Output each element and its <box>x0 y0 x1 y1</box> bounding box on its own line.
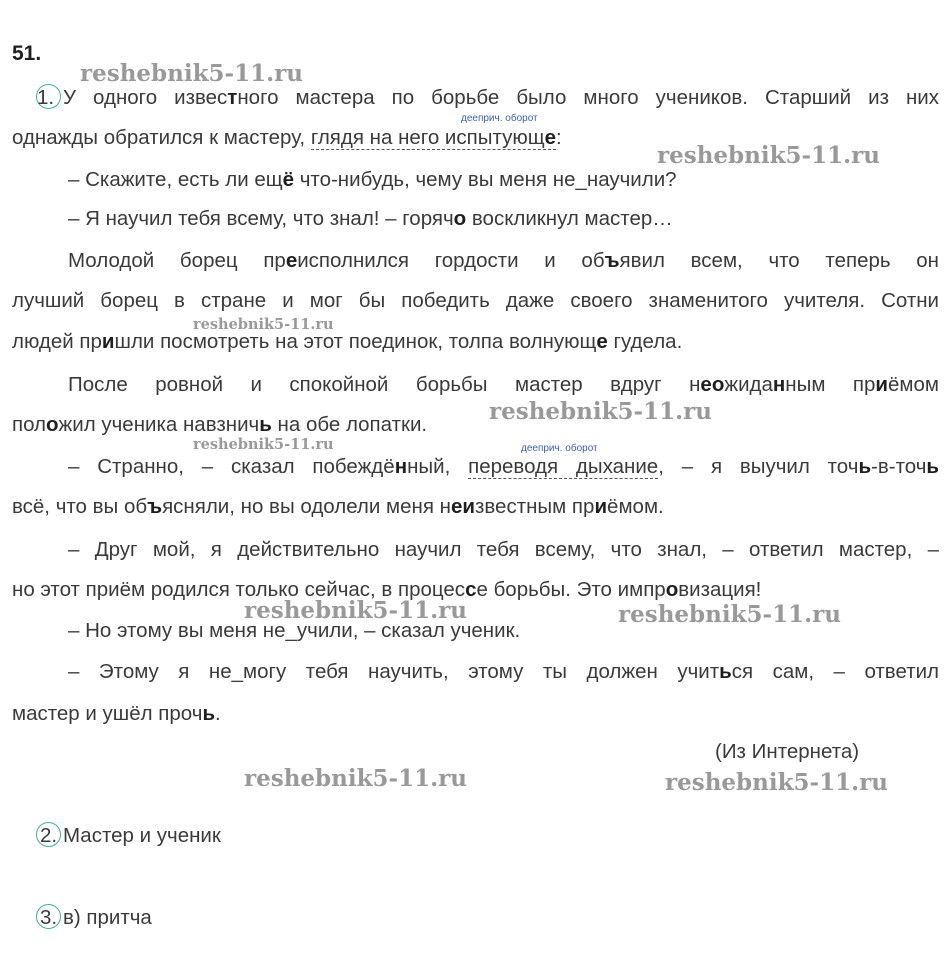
p9-line2: мастер и ушёл прочь. <box>12 702 221 725</box>
p6-line2: всё, что вы объясняли, но вы одолели меня неизвестным приёмом. <box>12 495 664 518</box>
p8-line: – Но этому вы меня не_учили, – сказал ученик. <box>68 619 521 642</box>
p7-line2: но этот приём родился только сейчас, в процессе борьбы. Это импровизация! <box>12 578 762 601</box>
p6-line1: – Странно, – сказал побеждённый, переводя дыхание, – я выучил точь-в-точь <box>68 455 939 478</box>
watermark: reshebnik5-11.ru <box>657 142 880 169</box>
p5-line2: положил ученика навзничь на обе лопатки. <box>12 413 428 436</box>
p4-line3: людей пришли посмотреть на этот поединок, толпа волнующе гудела. <box>12 330 683 353</box>
p4-line1: Молодой борец преисполнился гордости и объявил всем, что теперь он <box>68 249 939 272</box>
watermark: reshebnik5-11.ru <box>618 601 841 628</box>
p9-line1: – Этому я не_могу тебя научить, этому ты должен учиться сам, – ответил <box>68 660 939 683</box>
watermark: reshebnik5-11.ru <box>193 436 334 453</box>
source-label: (Из Интернета) <box>715 740 860 763</box>
gerund-phrase-2: переводя дыхание <box>468 455 659 478</box>
answer-3: 3. в) притча <box>36 904 152 930</box>
p5-line1: После ровной и спокойной борьбы мастер вдруг неожиданным приёмом <box>68 373 939 396</box>
p4-line2: лучший борец в стране и мог бы победить даже своего знаменитого учителя. Сотни <box>12 289 939 312</box>
p3-line: – Я научил тебя всему, что знал! – горячо воскликнул мастер… <box>68 207 673 230</box>
watermark: reshebnik5-11.ru <box>244 765 467 792</box>
answer-2: 2. Мастер и ученик <box>36 822 221 848</box>
watermark: reshebnik5-11.ru <box>244 597 467 624</box>
marker-1: 1. <box>36 84 61 109</box>
watermark: reshebnik5-11.ru <box>665 769 888 796</box>
watermark: reshebnik5-11.ru <box>193 316 334 333</box>
watermark: reshebnik5-11.ru <box>80 60 303 87</box>
p2-line: – Скажите, есть ли ещё что-нибудь, чему вы меня не_научили? <box>68 168 677 191</box>
marker-3: 3. <box>36 904 61 929</box>
gerund-phrase-1: глядя на него испытующе <box>310 126 556 149</box>
p1-line1: 1. У одного известного мастера по борьбе было много учеников. Старший из них <box>37 86 940 109</box>
watermark: reshebnik5-11.ru <box>489 398 712 425</box>
p1-line2: однажды обратился к мастеру, глядя на него испытующе: <box>12 126 562 149</box>
exercise-number: 51. <box>12 42 42 65</box>
marker-2: 2. <box>36 822 61 847</box>
gerund-note-1: дееприч. оборот <box>461 113 538 124</box>
gerund-note-2: дееприч. оборот <box>521 443 598 454</box>
p7-line1: – Друг мой, я действительно научил тебя всему, что знал, – ответил мастер, – <box>68 538 939 561</box>
